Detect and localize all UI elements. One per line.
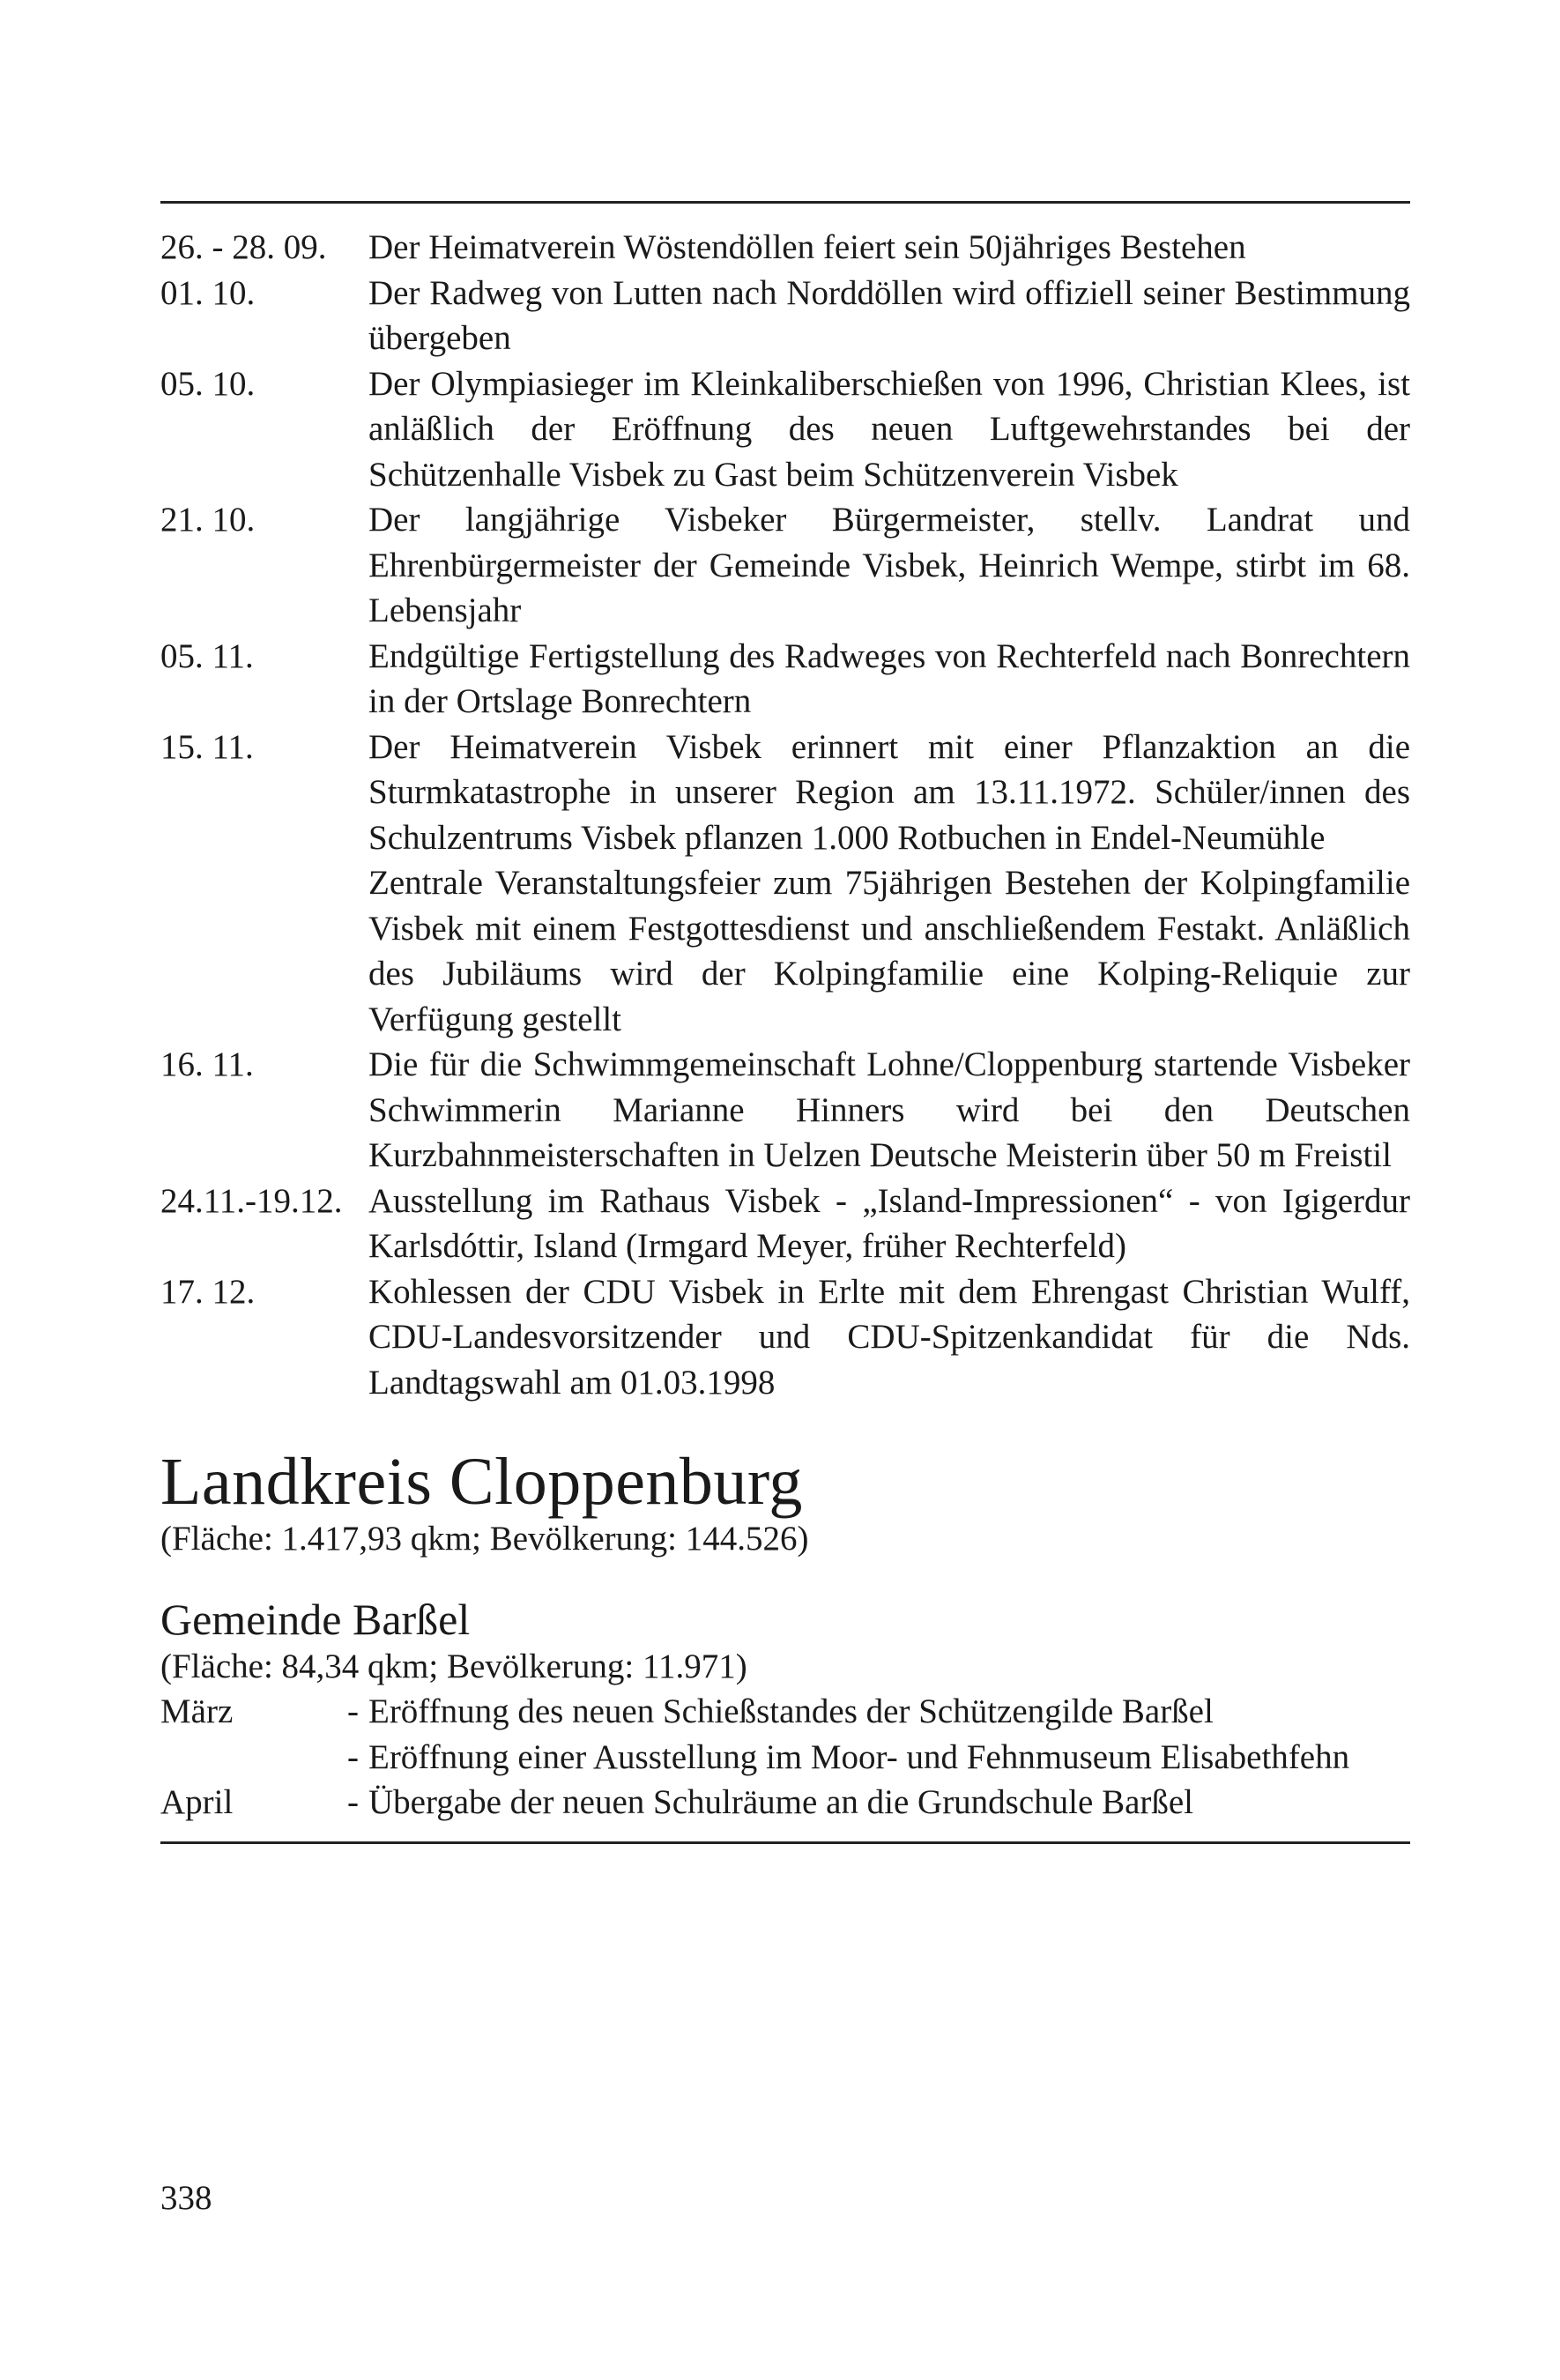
chronicle-entry xyxy=(160,271,1410,361)
entry-date: 17. 12. xyxy=(160,1272,256,1311)
bottom-rule xyxy=(160,1841,1410,1844)
chronicle-entry xyxy=(160,225,1410,271)
dash-marker: - xyxy=(347,1783,359,1821)
region-heading: Landkreis Cloppenburg xyxy=(160,1445,803,1519)
entry-date: 15. 11. xyxy=(160,727,254,766)
entry-date: 24.11.-19.12. xyxy=(160,1181,343,1220)
page-body xyxy=(160,201,1410,1844)
entry-date: 16. 11. xyxy=(160,1045,254,1083)
chronicle-entry xyxy=(160,361,1410,498)
dash-marker: - xyxy=(347,1692,359,1730)
entry-text: Der Radweg von Lutten nach Norddöllen wird offiziell seiner Bestimmung übergeben xyxy=(368,273,1410,357)
chronicle-entry xyxy=(160,1269,1410,1406)
list-item xyxy=(347,1735,1410,1781)
entry-text: Der Heimatverein Visbek erinnert mit einer Pflanzaktion an die Sturmkatastrophe in unserer Region am 13.11.1972. Schüler/innen des Schulzentrums Visbek pflanzen 1.000 Rotbuchen in Endel-Neumühle xyxy=(368,727,1410,857)
month-list xyxy=(160,1689,1410,1826)
month-row xyxy=(160,1780,1410,1826)
top-rule xyxy=(160,201,1410,204)
month-label: März xyxy=(160,1692,234,1730)
month-label: April xyxy=(160,1783,234,1821)
chronicle-entry xyxy=(160,860,1410,1042)
entry-date: 05. 10. xyxy=(160,364,256,403)
region-statistics: (Fläche: 1.417,93 qkm; Bevölkerung: 144.526) xyxy=(160,1520,809,1558)
list-item xyxy=(347,1689,1410,1735)
dash-marker: - xyxy=(347,1737,359,1776)
entry-text: Die für die Schwimmgemeinschaft Lohne/Cloppenburg startende Visbeker Schwimmerin Marianne Hinners wird bei den Deutschen Kurzbahnmeisterschaften in Uelzen Deutsche Meisterin über 50 m Freistil xyxy=(368,1045,1410,1174)
entry-date: 01. 10. xyxy=(160,273,256,312)
month-items xyxy=(347,1689,1410,1780)
chronicle-entry xyxy=(160,634,1410,725)
list-item-text: Eröffnung des neuen Schießstandes der Schützengilde Barßel xyxy=(368,1692,1214,1730)
entry-text: Der Olympiasieger im Kleinkaliberschießen von 1996, Christian Klees, ist anläßlich der Eröffnung des neuen Luftgewehrstandes bei der Schützenhalle Visbek zu Gast beim Schützenverein Visbek xyxy=(368,364,1410,494)
chronicle-entry xyxy=(160,1179,1410,1269)
chronicle-entry xyxy=(160,1042,1410,1179)
list-item-text: Übergabe der neuen Schulräume an die Grundschule Barßel xyxy=(368,1783,1194,1821)
entry-text: Der langjährige Visbeker Bürgermeister, stellv. Landrat und Ehrenbürgermeister der Gemeinde Visbek, Heinrich Wempe, stirbt im 68. Lebensjahr xyxy=(368,501,1410,629)
entry-text: Der Heimatverein Wöstendöllen feiert sein 50jähriges Bestehen xyxy=(368,228,1246,266)
chronicle-entry xyxy=(160,497,1410,634)
month-items xyxy=(347,1780,1410,1826)
list-item-text: Eröffnung einer Ausstellung im Moor- und Fehnmuseum Elisabethfehn xyxy=(368,1737,1350,1776)
entry-text: Zentrale Veranstaltungsfeier zum 75jährigen Bestehen der Kolpingfamilie Visbek mit einem Festgottesdienst und anschließendem Festakt. Anläßlich des Jubiläums wird der Kolpingfamilie eine Kolping-Reliquie zur Verfügung gestellt xyxy=(368,864,1410,1038)
entry-date: 21. 10. xyxy=(160,501,256,539)
chronicle-entries xyxy=(160,225,1410,1405)
municipality-heading: Gemeinde Barßel xyxy=(160,1595,471,1644)
entry-date: 26. - 28. 09. xyxy=(160,228,327,266)
list-item xyxy=(347,1780,1410,1826)
chronicle-entry xyxy=(160,725,1410,861)
entry-date: 05. 11. xyxy=(160,636,254,675)
municipality-statistics: (Fläche: 84,34 qkm; Bevölkerung: 11.971) xyxy=(160,1647,747,1685)
entry-text: Kohlessen der CDU Visbek in Erlte mit dem Ehrengast Christian Wulff, CDU-Landesvorsitzender und CDU-Spitzenkandidat für die Nds. Landtagswahl am 01.03.1998 xyxy=(368,1272,1410,1402)
month-row xyxy=(160,1689,1410,1780)
entry-text: Ausstellung im Rathaus Visbek - „Island-Impressionen“ - von Igigerdur Karlsdóttir, Island (Irmgard Meyer, früher Rechterfeld) xyxy=(368,1181,1410,1265)
entry-text: Endgültige Fertigstellung des Radweges von Rechterfeld nach Bonrechtern in der Ortslage Bonrechtern xyxy=(368,636,1410,720)
page-number: 338 xyxy=(160,2179,212,2217)
